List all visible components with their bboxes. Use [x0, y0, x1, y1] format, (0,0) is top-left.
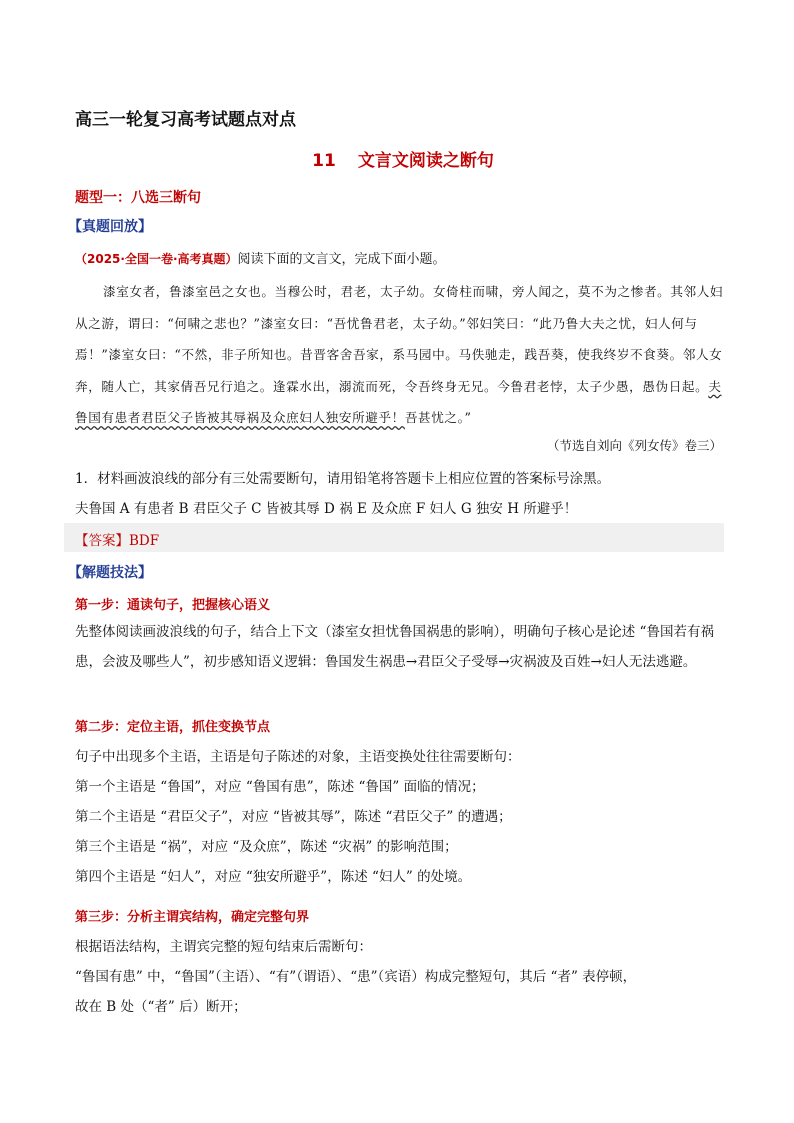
- step-2-line: 第一个主语是 “鲁国”，对应 “鲁国有患”，陈述 “鲁国” 面临的情况；: [75, 779, 485, 795]
- step-1-title: 第一步：通读句子，把握核心语义: [75, 598, 271, 613]
- step-2-title: 第二步：定位主语，抓住变换节点: [75, 720, 271, 735]
- answer-text: 【答案】BDF: [75, 533, 160, 549]
- wavy-underlined-sentence: 夫鲁国有患者君臣父子皆被其辱祸及众庶妇人独安所避乎！: [75, 378, 722, 425]
- question-type-heading: 题型一：八选三断句: [75, 190, 201, 206]
- classical-passage: [75, 276, 725, 434]
- step-3-line: 根据语法结构，主谓宾完整的短句结束后需断句：: [75, 939, 372, 955]
- step-2-line: 第四个主语是 “妇人”，对应 “独安所避乎”，陈述 “妇人” 的处境。: [75, 869, 472, 885]
- chapter-name: 文言文阅读之断句: [357, 151, 494, 171]
- step-3-line: “鲁国有患” 中，“鲁国”（主语）、“有”（谓语）、“患”（宾语）构成完整短句，其后 “者” 表停顿，: [75, 969, 637, 985]
- source-line: [75, 248, 446, 267]
- step-2-line: 第三个主语是 “祸”，对应 “及众庶”，陈述 “灾祸” 的影响范围；: [75, 839, 458, 855]
- question-marked-sentence: 夫鲁国 A 有患者 B 君臣父子 C 皆被其辱 D 祸 E 及众庶 F 妇人 G 独安 H 所避乎！: [75, 501, 578, 517]
- answer-box: [64, 523, 724, 552]
- question-stem: 1．材料画波浪线的部分有三处需要断句，请用铅笔将答题卡上相应位置的答案标号涂黑。: [75, 471, 611, 487]
- passage-text: 漆室女者，鲁漆室邑之女也。当穆公时，君老，太子幼。女倚柱而啸，旁人闻之，莫不为之惨者。其邻人妇从之游，谓曰：“何啸之悲也？”漆室女曰：“吾忧鲁君老，太子幼。”邻妇笑曰：“此乃鲁大夫之忧，妇人何与焉！”漆室女曰：“不然，非子所知也。昔晋客舍吾家，系马园中。马佚驰走，践吾葵，使我终岁不食葵。邻人女奔，随人亡，其家倩吾兄行追之。逢霖水出，溺流而死，令吾终身无兄。今鲁君老悖，太子少愚，愚伪日起。: [75, 284, 724, 394]
- passage-citation: （节选自刘向《列女传》卷三）: [546, 438, 722, 453]
- passage-tail: 吾甚忧之。”: [404, 410, 472, 425]
- step-2-line: 句子中出现多个主语，主语是句子陈述的对象，主语变换处往往需要断句：: [75, 749, 521, 765]
- step-1-body: 先整体阅读画波浪线的句子，结合上下文（漆室女担忧鲁国祸患的影响），明确句子核心是论述 “鲁国若有祸患，会波及哪些人”，初步感知语义逻辑：鲁国发生祸患→君臣父子受辱→灾祸波及百姓→妇人无法逃避。: [75, 624, 714, 670]
- source-instruction: 阅读下面的文言文，完成下面小题。: [237, 252, 446, 267]
- section-label-method: 【解题技法】: [68, 565, 152, 581]
- source-tag: （2025·全国一卷·高考真题）: [75, 252, 238, 266]
- chapter-title: [0, 146, 794, 171]
- step-3-title: 第三步：分析主谓宾结构，确定完整句界: [75, 910, 310, 925]
- document-header: 高三一轮复习高考试题点对点: [75, 110, 296, 130]
- step-2-line: 第二个主语是 “君臣父子”，对应 “皆被其辱”，陈述 “君臣父子” 的遭遇；: [75, 809, 512, 825]
- step-3-line: 故在 B 处（“者” 后）断开；: [75, 999, 247, 1015]
- section-label-real-question: 【真题回放】: [68, 219, 152, 235]
- chapter-number: 11: [312, 151, 336, 171]
